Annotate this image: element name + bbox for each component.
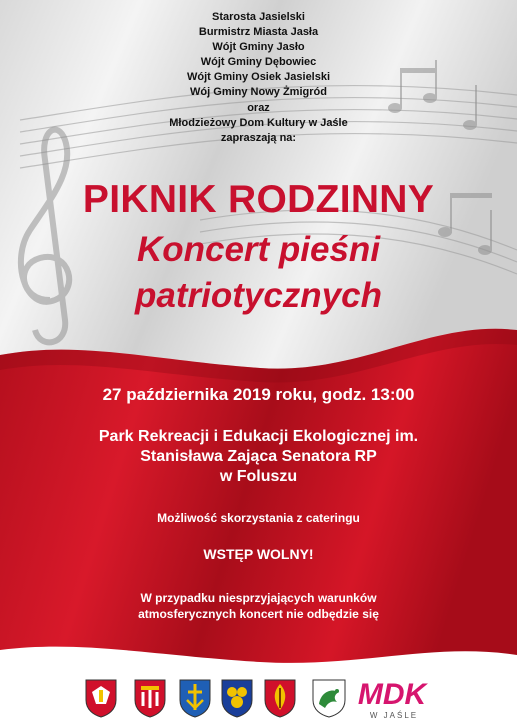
sponsor-logos: [0, 668, 517, 727]
admission-info: WSTĘP WOLNY!: [203, 546, 314, 562]
venue-line: Park Rekreacji i Edukacji Ekologicznej im.: [98, 428, 419, 445]
powiat-jasielski-crest-icon: [84, 678, 118, 718]
gmina-jaslo-crest-icon: [178, 678, 212, 718]
weather-note: [0, 590, 517, 622]
mdk-logo-caption: W JAŚLE: [369, 711, 419, 720]
organizer-line: Młodzieżowy Dom Kultury w Jaśle: [169, 116, 348, 129]
organizer-line: Wójt Gminy Osiek Jasielski: [186, 71, 331, 84]
organizer-line: Wój Gminy Nowy Żmigród: [190, 86, 327, 99]
event-subtitle: [0, 227, 517, 319]
subtitle-line: patriotycznych: [135, 276, 382, 315]
event-title: PIKNIK RODZINNY: [82, 178, 435, 221]
event-date-time: 27 października 2019 roku, godz. 13:00: [102, 385, 415, 404]
mdk-logo-letters: MDK: [357, 678, 427, 711]
weather-note-line: atmosferycznych koncert nie odbędzie się: [138, 607, 379, 621]
organizer-line: Burmistrz Miasta Jasła: [198, 26, 319, 39]
organizer-line: zapraszają na:: [220, 131, 297, 144]
subtitle-line: Koncert pieśni: [136, 230, 381, 269]
catering-info: Możliwość skorzystania z cateringu: [157, 511, 360, 525]
organizer-line: Wójt Gminy Dębowiec: [200, 56, 317, 69]
venue-line: w Foluszu: [219, 468, 298, 485]
organizers-list: [0, 10, 517, 146]
weather-note-line: W przypadku niesprzyjających warunków: [140, 591, 377, 605]
organizer-line: oraz: [247, 101, 270, 114]
organizer-line: Starosta Jasielski: [212, 11, 305, 23]
organizer-line: Wójt Gminy Jasło: [212, 41, 305, 54]
gmina-nowy-zmigrod-crest-icon: [311, 678, 347, 718]
venue-line: Stanisława Zająca Senatora RP: [140, 448, 377, 465]
gmina-osiek-crest-icon: [263, 678, 297, 718]
gmina-debowiec-crest-icon: [220, 678, 254, 718]
mdk-logo-icon: [352, 676, 432, 722]
jaslo-city-crest-icon: [133, 678, 167, 718]
event-venue: [0, 427, 517, 487]
